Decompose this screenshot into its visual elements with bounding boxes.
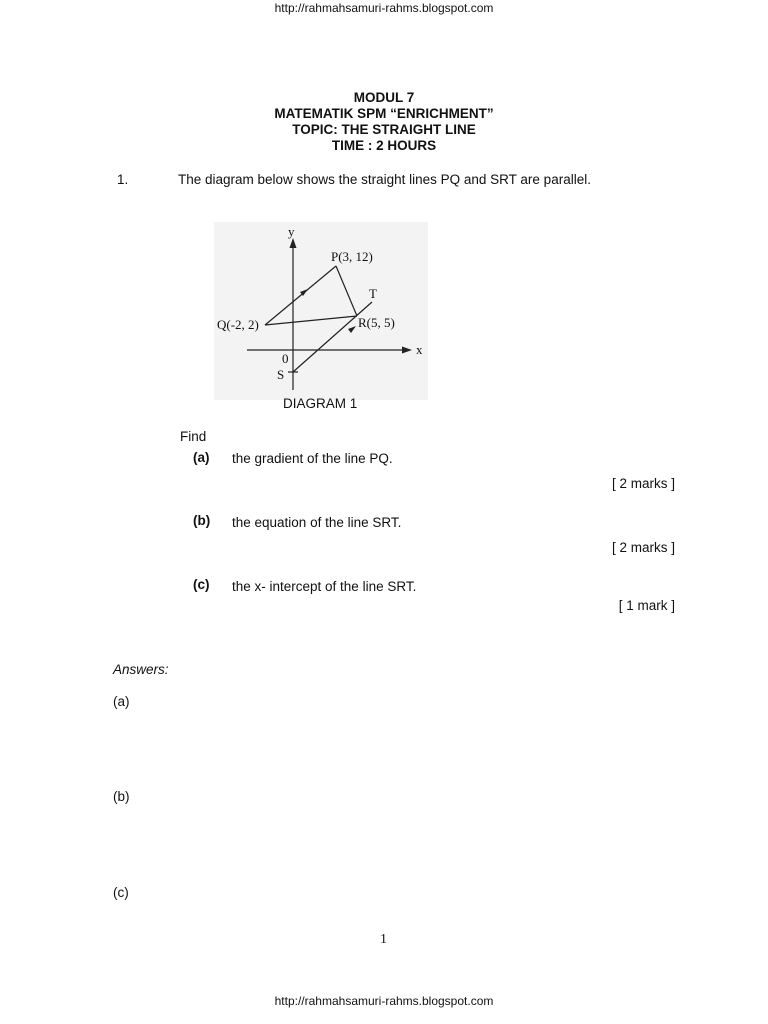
module-title: MODUL 7 xyxy=(353,90,415,105)
answers-heading: Answers: xyxy=(113,662,169,677)
footer-url[interactable]: http://rahmahsamuri-rahms.blogspot.com xyxy=(274,994,494,1008)
x-axis-label: x xyxy=(416,342,423,357)
part-b-marks: [ 2 marks ] xyxy=(611,540,675,555)
header-url[interactable]: http://rahmahsamuri-rahms.blogspot.com xyxy=(274,1,494,15)
point-q-label: Q(-2, 2) xyxy=(217,317,259,332)
point-t-label: T xyxy=(369,286,377,301)
part-c-text: the x- intercept of the line SRT. xyxy=(232,579,417,594)
part-b-text: the equation of the line SRT. xyxy=(232,515,402,530)
point-r-label: R(5, 5) xyxy=(358,315,395,330)
origin-label: 0 xyxy=(282,351,289,366)
part-a-text: the gradient of the line PQ. xyxy=(232,451,393,466)
diagram-svg xyxy=(214,222,428,400)
topic-title: TOPIC: THE STRAIGHT LINE xyxy=(292,122,476,137)
time-title: TIME : 2 HOURS xyxy=(331,138,437,153)
answer-a-label: (a) xyxy=(113,694,130,709)
answer-c-label: (c) xyxy=(113,885,129,900)
point-p-label: P(3, 12) xyxy=(331,249,373,264)
question-text: The diagram below shows the straight lines PQ and SRT are parallel. xyxy=(178,172,591,187)
question-number: 1. xyxy=(117,172,129,187)
answer-b-label: (b) xyxy=(113,789,130,804)
y-axis-label: y xyxy=(288,224,295,239)
straight-line-diagram xyxy=(214,222,428,400)
part-b-label: (b) xyxy=(193,513,211,528)
part-c-label: (c) xyxy=(193,577,210,592)
part-c-marks: [ 1 mark ] xyxy=(618,598,675,613)
page-number: 1 xyxy=(380,932,387,947)
subject-title: MATEMATIK SPM “ENRICHMENT” xyxy=(274,106,494,121)
part-a-label: (a) xyxy=(193,450,210,465)
part-a-marks: [ 2 marks ] xyxy=(611,476,675,491)
find-label: Find xyxy=(180,429,207,444)
point-s-label: S xyxy=(277,367,285,382)
diagram-caption: DIAGRAM 1 xyxy=(283,396,358,411)
